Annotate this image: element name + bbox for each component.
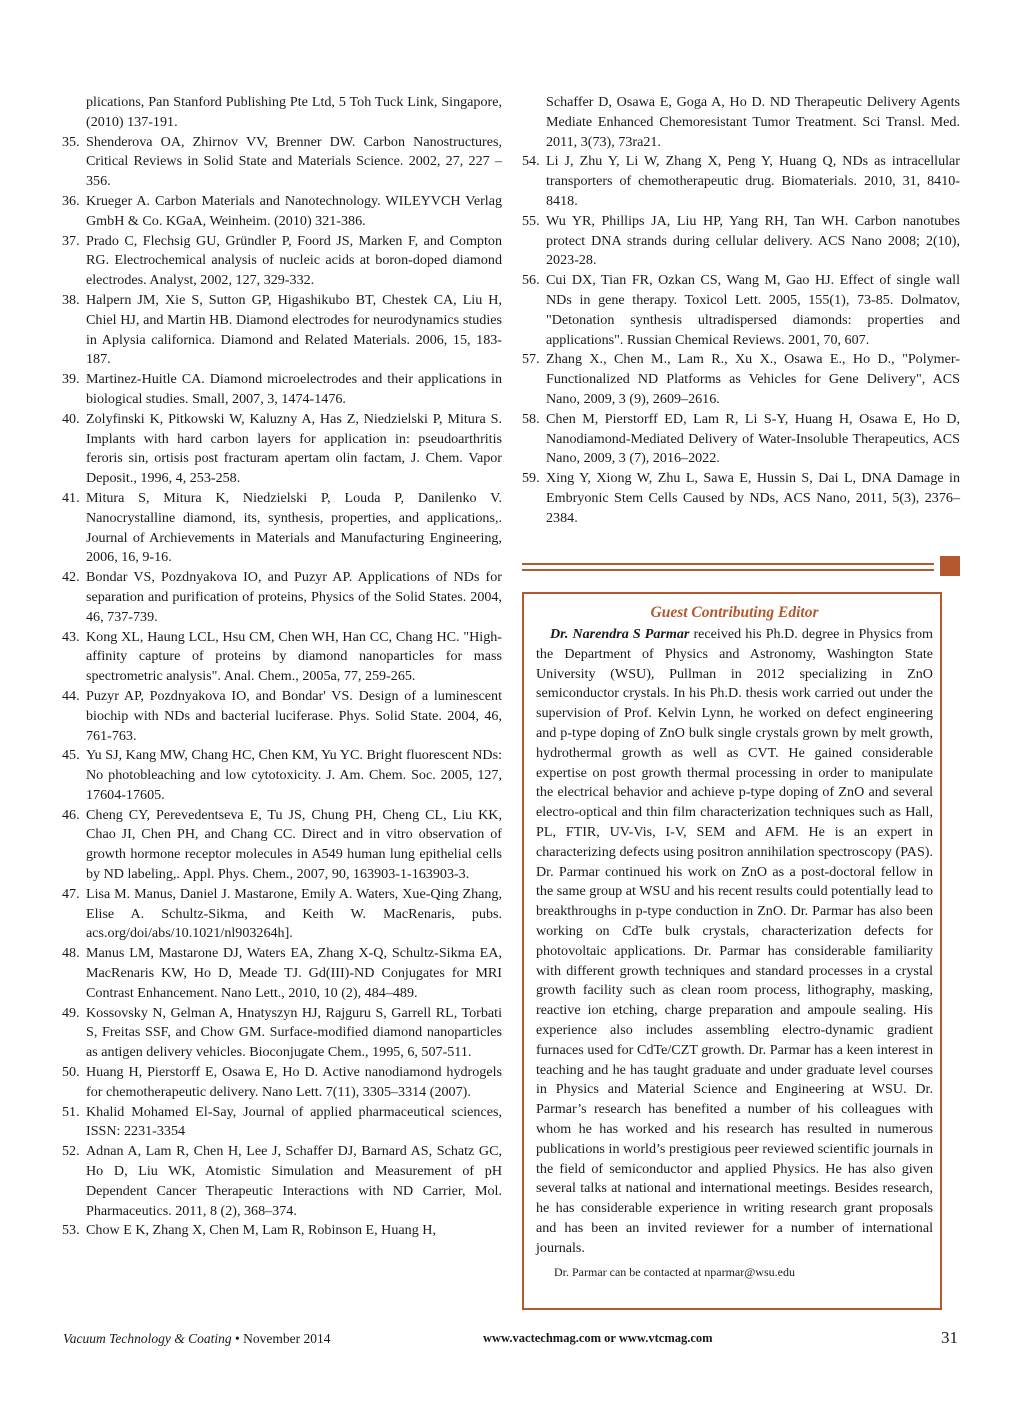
reference-number: 48. — [62, 945, 80, 962]
reference-text: Puzyr AP, Pozdnyakova IO, and Bondar' VS. Design of a luminescent biochip with NDs and bacterial luciferase. Phys. Solid State. 2004, 46, 761-763. — [86, 687, 502, 744]
reference-text: Lisa M. Manus, Daniel J. Mastarone, Emily A. Waters, Xue-Qing Zhang, Elise A. Schultz-Sikma, and Keith W. MacRenaris, pubs. acs.org/doi/abs/10.1021/nl903264h]. — [86, 885, 502, 942]
reference-text: Halpern JM, Xie S, Sutton GP, Higashikubo BT, Chestek CA, Liu H, Chiel HJ, and Martin HB. Diamond electrodes for neurodynamics studies in Aplysia californica. Diamond and Related Materials. 2006, 15, 183-187. — [86, 291, 502, 368]
reference-text: Schaffer D, Osawa E, Goga A, Ho D. ND Therapeutic Delivery Agents Mediate Enhanced Chemoresistant Tumor Treatment. Sci Transl. Med. 2011, 3(73), 73ra21. — [546, 94, 960, 150]
footer-publication — [63, 1331, 330, 1347]
reference-number: 55. — [522, 212, 540, 229]
reference-number: 47. — [62, 885, 80, 902]
reference-number: 54. — [522, 153, 540, 170]
reference-item — [62, 370, 502, 410]
reference-item — [522, 152, 960, 211]
reference-item — [62, 232, 502, 291]
reference-number: 44. — [62, 687, 80, 704]
reference-text: Cheng CY, Perevedentseva E, Tu JS, Chung PH, Cheng CL, Liu KK, Chao JI, Chen PH, and Chang CC. Direct and in vitro observation of growth hormone receptor molecules in A549 human lung epithelial cells by ND labeling,. Appl. Phys. Chem., 2007, 90, 163903-1-163903-3. — [86, 806, 502, 883]
reference-number: 45. — [62, 747, 80, 764]
editor-contact: Dr. Parmar can be contacted at nparmar@wsu.edu — [554, 1264, 795, 1279]
reference-number: 36. — [62, 192, 80, 209]
reference-text: Bondar VS, Pozdnyakova IO, and Puzyr AP. Applications of NDs for separation and purification of proteins, Physics of the Solid States. 2004, 46, 737-739. — [86, 569, 502, 625]
reference-number: 37. — [62, 232, 80, 249]
reference-text: Krueger A. Carbon Materials and Nanotechnology. WILEYVCH Verlag GmbH & Co. KGaA, Weinheim. (2010) 321-386. — [86, 192, 502, 229]
footer-websites[interactable]: www.vactechmag.com or www.vtcmag.com — [483, 1331, 713, 1345]
guest-editor-heading: Guest Contributing Editor — [650, 604, 819, 621]
reference-item — [62, 489, 502, 568]
footer-separator: • — [235, 1331, 240, 1346]
reference-number: 51. — [62, 1103, 80, 1120]
reference-text: Martinez-Huitle CA. Diamond microelectrodes and their applications in biological studies. Small, 2007, 3, 1474-1476. — [86, 371, 502, 407]
reference-item — [522, 93, 960, 152]
reference-text: Prado C, Flechsig GU, Gründler P, Foord JS, Marken F, and Compton RG. Electrochemical analysis of nucleic acids at boron-doped diamond electrodes. Analyst, 2002, 127, 329-332. — [86, 232, 502, 289]
reference-text: Mitura S, Mitura K, Niedzielski P, Louda P, Danilenko V. Nanocrystalline diamond, its, synthesis, properties, and applications,. Journal of Archievements in Materials and Manufacturing Engineering, 2006, 16, 9-16. — [86, 489, 502, 566]
editor-name: Dr. Narendra S Parmar — [550, 626, 690, 642]
reference-item — [62, 746, 502, 805]
reference-item — [62, 944, 502, 1003]
reference-number: 46. — [62, 806, 80, 823]
reference-item — [522, 410, 960, 469]
page-footer — [0, 1328, 1024, 1350]
reference-number: 40. — [62, 410, 80, 427]
reference-number: 56. — [522, 272, 540, 289]
guest-editor-bio — [536, 625, 933, 1259]
reference-text: Yu SJ, Kang MW, Chang HC, Chen KM, Yu YC. Bright fluorescent NDs: No photobleaching and low cytotoxicity. J. Am. Chem. Soc. 2005, 127, 17604-17605. — [86, 747, 502, 803]
divider-line-bottom — [522, 569, 934, 571]
reference-text: Zolyfinski K, Pitkowski W, Kaluzny A, Has Z, Niedzielski P, Mitura S. Implants with hard carbon layers for application in: pseudoarthritis feroris sin, ortisis post fracturam apertam olin factam, J. Chem. Vapor Deposit., 1996, 4, 253-258. — [86, 410, 502, 487]
reference-item — [62, 1221, 502, 1241]
reference-text: Manus LM, Mastarone DJ, Waters EA, Zhang X-Q, Schultz-Sikma EA, MacRenaris KW, Ho D, Meade TJ. Gd(III)-ND Conjugates for MRI Contrast Enhancement. Nano Lett., 2010, 10 (2), 484–489. — [86, 945, 502, 1001]
reference-text: Kong XL, Haung LCL, Hsu CM, Chen WH, Han CC, Chang HC. "High-affinity capture of proteins by diamond nanoparticles for mass spectrometric analysis". Anal. Chem., 2005a, 77, 259-265. — [86, 628, 502, 685]
reference-item — [62, 1103, 502, 1143]
reference-text: Shenderova OA, Zhirnov VV, Brenner DW. Carbon Nanostructures, Critical Reviews in Solid State and Materials Science. 2002, 27, 227 – 356. — [86, 133, 502, 190]
issue-date: November 2014 — [243, 1331, 331, 1346]
reference-item — [62, 1063, 502, 1103]
references-left-column — [62, 93, 502, 1241]
reference-text: Huang H, Pierstorff E, Osawa E, Ho D. Active nanodiamond hydrogels for chemotherapeutic delivery. Nano Lett. 7(11), 3305–3314 (2007). — [86, 1064, 502, 1100]
divider-square-icon — [940, 556, 960, 576]
publication-name: Vacuum Technology & Coating — [63, 1331, 232, 1346]
reference-text: Kossovsky N, Gelman A, Hnatyszyn HJ, Rajguru S, Garrell RL, Torbati S, Freitas SSF, and Chow GM. Surface-modified diamond nanoparticles as antigen delivery vehicles. Bioconjugate Chem., 1995, 6, 507-511. — [86, 1004, 502, 1061]
reference-item — [62, 1004, 502, 1063]
divider-line-top — [522, 563, 934, 565]
reference-number: 43. — [62, 628, 80, 645]
reference-number: 42. — [62, 569, 80, 586]
reference-number: 38. — [62, 291, 80, 308]
reference-number: 57. — [522, 351, 540, 368]
reference-number: 35. — [62, 133, 80, 150]
reference-number: 58. — [522, 410, 540, 427]
reference-text: Xing Y, Xiong W, Zhu L, Sawa E, Hussin S, Dai L, DNA Damage in Embryonic Stem Cells Caused by NDs, ACS Nano, 2011, 5(3), 2376–2384. — [546, 470, 960, 526]
reference-item — [62, 291, 502, 370]
reference-text: Adnan A, Lam R, Chen H, Lee J, Schaffer DJ, Barnard AS, Schatz GC, Ho D, Liu WK, Atomistic Simulation and Measurement of pH Dependent Cancer Therapeutic Interactions with ND Carrier, Mol. Pharmaceutics. 2011, 8 (2), 368–374. — [86, 1143, 502, 1219]
reference-number: 49. — [62, 1004, 80, 1021]
reference-number: 50. — [62, 1064, 80, 1081]
page-number: 31 — [941, 1328, 958, 1347]
reference-item — [62, 628, 502, 687]
reference-number: 39. — [62, 371, 80, 388]
reference-item — [62, 93, 502, 133]
reference-text: Wu YR, Phillips JA, Liu HP, Yang RH, Tan WH. Carbon nanotubes protect DNA strands during cellular delivery. ACS Nano 2008; 2(10), 2023-28. — [546, 212, 960, 269]
reference-item — [62, 192, 502, 232]
reference-text: Chow E K, Zhang X, Chen M, Lam R, Robinson E, Huang H, — [86, 1222, 436, 1239]
reference-number: 53. — [62, 1222, 80, 1239]
reference-text: Khalid Mohamed El-Say, Journal of applied pharmaceutical sciences, ISSN: 2231-3354 — [86, 1103, 502, 1140]
editor-bio-text: received his Ph.D. degree in Physics from the Department of Physics and Astronomy, Washington State University (WSU), Pullman in 2012 specializing in ZnO semiconductor crystals. In his Ph.D. thesis work carried out under the supervision of Prof. Kelvin Lynn, he worked on defect engineering and p-type doping of ZnO bulk single crystals grown by melt growth, hydrothermal growth as well as CVT. He gained considerable expertise on post growth thermal processing in order to manipulate the electrical behavior and achieve p-type doping of ZnO and several electro-optical and thin film characterization techniques such as Hall, PL, FTIR, UV-Vis, I-V, SEM and AFM. He is an expert in characterizing defects using positron annihilation spectroscopy (PAS). Dr. Parmar continued his work on ZnO as a post-doctoral fellow in the same group at WSU and his recent results could potentially lead to breakthroughs in p-type conduction in ZnO. Dr. Parmar has also been working on CdTe bulk crystals, characterization defects for photovoltaic applications. Dr. Parmar has considerable familiarity with different growth techniques and standard processes in a crystal growth facility such as clean room process, lithography, masking, reactive ion etching, charge preparation and ampoule sealing. His experience also includes assembling electro-dynamic gradient furnaces used for CdTe/CZT growth. Dr. Parmar has a keen interest in teaching and he has taught graduate and under graduate level courses in Physics and Material Science and Engineering at WSU. Dr. Parmar’s research has benefited a number of his colleagues with whom he has worked and his research has resulted in numerous publications in world’s prestigious peer reviewed scientific journals in the field of semiconductor and applied Physics. He has also given several talks at national and international meetings. Besides research, he has considerable experience in writing research grant proposals and has been an invited reviewer for a number of international journals. — [536, 626, 933, 1256]
reference-text: Chen M, Pierstorff ED, Lam R, Li S-Y, Huang H, Osawa E, Ho D, Nanodiamond-Mediated Delivery of Water-Insoluble Therapeutics, ACS Nano, 2009, 3 (7), 2016–2022. — [546, 410, 960, 467]
guest-editor-box — [522, 592, 942, 1310]
reference-item — [62, 1142, 502, 1221]
reference-text: Li J, Zhu Y, Li W, Zhang X, Peng Y, Huang Q, NDs as intracellular transporters of chemotherapeutic drug. Biomaterials. 2010, 31, 8410-8418. — [546, 153, 960, 209]
reference-item — [522, 271, 960, 350]
references-right-column — [522, 93, 960, 529]
reference-item — [62, 410, 502, 489]
reference-number: 41. — [62, 489, 80, 506]
reference-item — [62, 133, 502, 192]
reference-item — [62, 687, 502, 746]
reference-number: 52. — [62, 1143, 80, 1160]
reference-text: Zhang X., Chen M., Lam R., Xu X., Osawa E., Ho D., "Polymer-Functionalized ND Platforms as Vehicles for Gene Delivery", ACS Nano, 2009, 3 (9), 2609–2616. — [546, 351, 960, 407]
reference-item — [522, 469, 960, 528]
reference-item — [62, 885, 502, 944]
reference-text: Cui DX, Tian FR, Ozkan CS, Wang M, Gao HJ. Effect of single wall NDs in gene therapy. Toxicol Lett. 2005, 155(1), 73-85. Dolmatov, "Detonation synthesis ultradispersed diamonds: properties and applications". Russian Chemical Reviews. 2001, 70, 607. — [546, 272, 960, 348]
reference-text: plications, Pan Stanford Publishing Pte Ltd, 5 Toh Tuck Link, Singapore, (2010) 137-191. — [86, 94, 502, 130]
reference-number: 59. — [522, 470, 540, 487]
reference-item — [62, 806, 502, 885]
reference-item — [522, 212, 960, 271]
section-divider — [522, 556, 960, 576]
reference-item — [522, 350, 960, 409]
reference-item — [62, 568, 502, 627]
